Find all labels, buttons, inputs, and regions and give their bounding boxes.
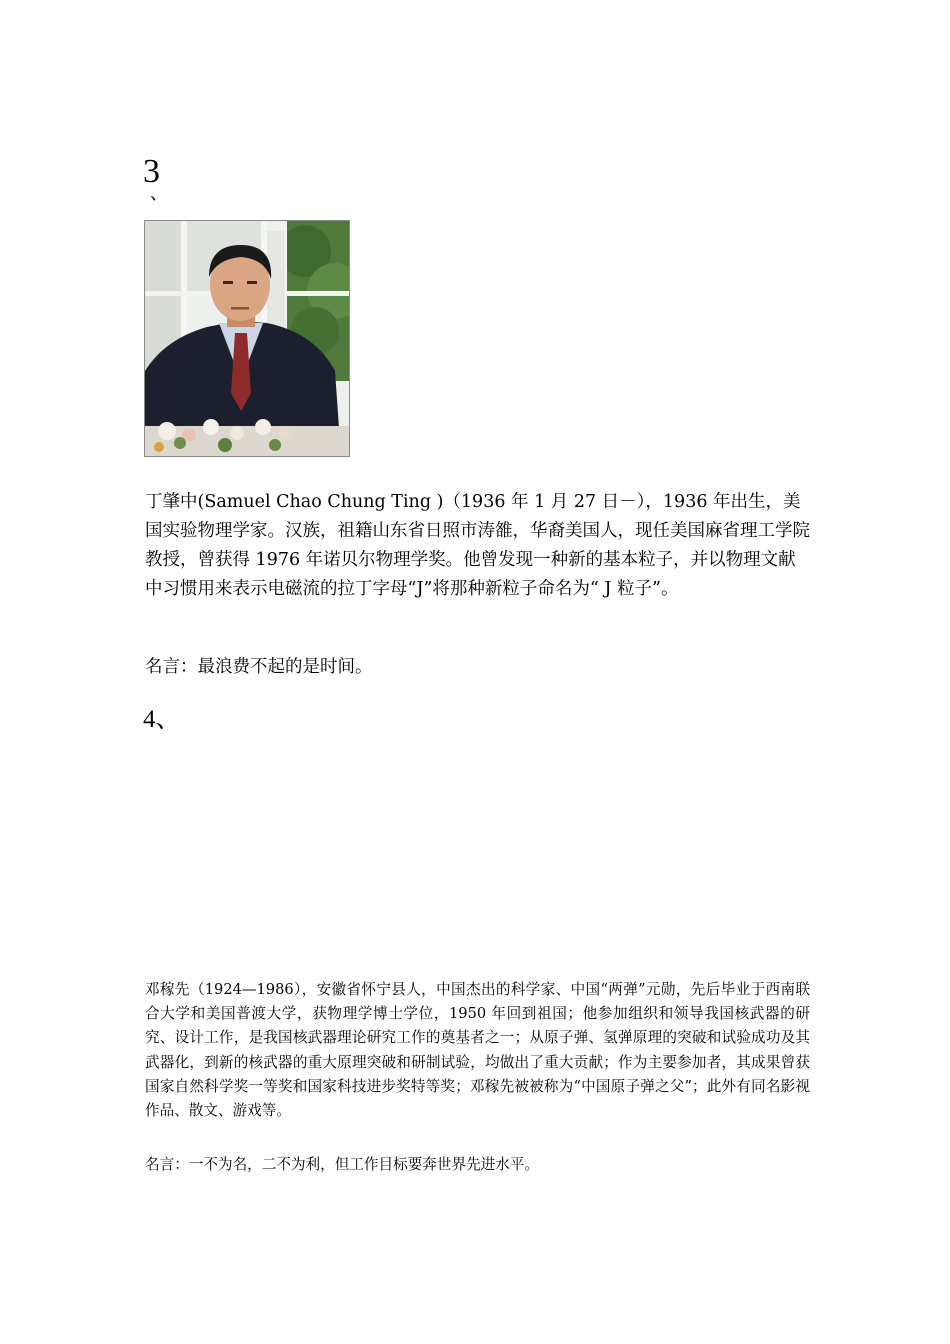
section-4-number: 4、 xyxy=(143,706,181,733)
section-4-quote: 名言：一不为名，二不为利，但工作目标要奔世界先进水平。 xyxy=(145,1156,540,1173)
section-3-quote: 名言：最浪费不起的是时间。 xyxy=(145,657,373,677)
section-3-enumeration-mark: 、 xyxy=(150,183,168,204)
section-3-biography: 丁肇中(Samuel Chao Chung Ting )（1936 年 1 月 27 日－），1936 年出生，美国实验物理学家。汉族，祖籍山东省日照市涛雒，华裔美国人，现任美国麻省理工学院教授，曾获得 1976 年诺贝尔物理学奖。他曾发现一种新的基本粒子，并以物理文献中习惯用来表示电磁流的拉丁字母“J”将那种新粒子命名为“ J 粒子”。 xyxy=(145,492,810,599)
section-4-biography: 邓稼先（1924—1986），安徽省怀宁县人，中国杰出的科学家、中国“两弹”元勋，先后毕业于西南联合大学和美国普渡大学，获物理学博士学位，1950 年回到祖国；他参加组织和领导我国核武器的研究、设计工作，是我国核武器理论研究工作的奠基者之一；从原子弹、氢弹原理的突破和试验成功及其武器化，到新的核武器的重大原理突破和研制试验，均做出了重大贡献；作为主要参加者，其成果曾获国家自然科学奖一等奖和国家科技进步奖特等奖；邓稼先被被称为“中国原子弹之父”；此外有同名影视作品、散文、游戏等。 xyxy=(145,981,810,1120)
section-3-number: 3 xyxy=(143,153,160,190)
portrait-photo xyxy=(144,220,350,457)
